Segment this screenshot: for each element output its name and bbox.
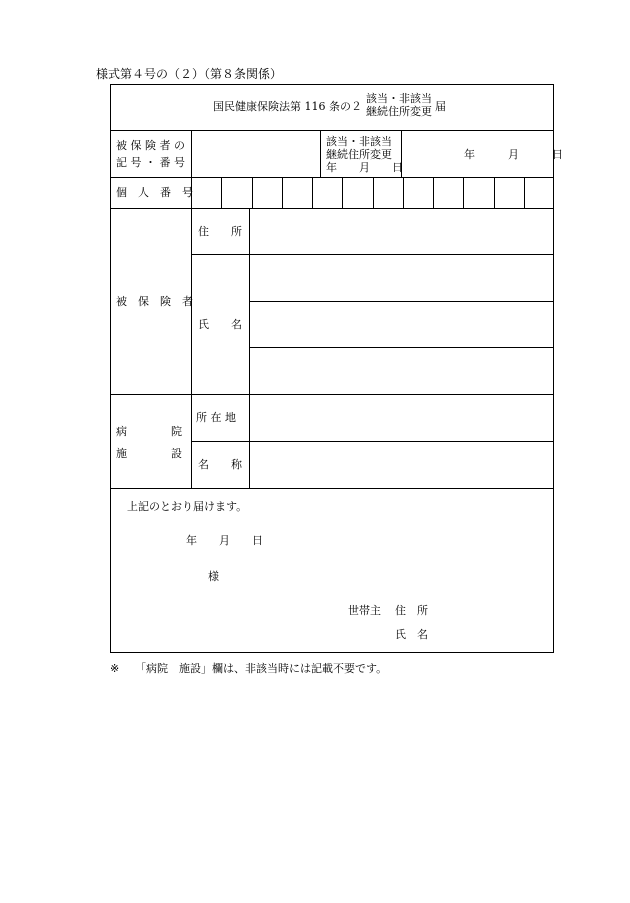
personal-number-digit[interactable] — [494, 177, 524, 208]
address-field[interactable] — [250, 209, 553, 254]
date-label-3: 年 月 日 — [326, 161, 403, 174]
personal-number-digit[interactable] — [282, 177, 312, 208]
personal-number-digit[interactable] — [433, 177, 463, 208]
date-label-1: 該当・非該当 — [326, 135, 392, 148]
col-divider — [320, 130, 321, 177]
col-divider — [191, 208, 192, 488]
insured-number-field[interactable] — [192, 131, 319, 176]
col-divider — [401, 130, 402, 177]
facility-name-field[interactable] — [250, 442, 553, 487]
addressee: 様 — [208, 570, 219, 583]
note-text: 「病院 施設」欄は、非該当時には記載不要です。 — [135, 662, 388, 675]
householder-label: 世帯主 — [348, 604, 381, 617]
personal-number-digit[interactable] — [191, 177, 221, 208]
name-field-3[interactable] — [250, 348, 553, 393]
name-label: 氏 名 — [198, 318, 242, 331]
insured-number-label-2: 記 号 ・ 番 号 — [116, 156, 185, 169]
insured-number-label-1: 被 保 険 者 の — [116, 139, 185, 152]
address-label: 住 所 — [198, 225, 242, 238]
form-title — [110, 84, 554, 130]
date-value[interactable]: 年 月 日 — [464, 148, 563, 161]
name-field-1[interactable] — [250, 255, 553, 300]
location-label: 所 在 地 — [196, 411, 236, 424]
row-divider — [110, 130, 554, 131]
personal-number-label: 個 人 番 号 — [116, 186, 193, 199]
personal-number-digit[interactable] — [312, 177, 342, 208]
date-label-2: 継続住所変更 — [326, 148, 392, 161]
note-mark: ※ — [110, 662, 120, 675]
name-field-2[interactable] — [250, 302, 553, 347]
insured-label: 被 保 険 者 — [116, 295, 193, 308]
title-suffix: 届 — [435, 100, 446, 113]
personal-number-digit[interactable] — [524, 177, 554, 208]
form-id: 様式第４号の（２）（第８条関係） — [96, 67, 283, 81]
householder-address-label: 住 所 — [395, 604, 428, 617]
personal-number-digit[interactable] — [221, 177, 251, 208]
title-stack-bottom: 継続住所変更 — [366, 105, 432, 118]
personal-number-digit[interactable] — [252, 177, 282, 208]
personal-number-digit[interactable] — [463, 177, 493, 208]
row-divider — [110, 488, 554, 489]
title-main: 国民健康保険法第 116 条の２ — [213, 100, 362, 113]
personal-number-digit[interactable] — [373, 177, 403, 208]
hospital-label-2: 施 設 — [116, 447, 182, 460]
declaration-statement: 上記のとおり届けます。 — [127, 500, 248, 513]
facility-name-label: 名 称 — [198, 458, 242, 471]
personal-number-digit[interactable] — [342, 177, 372, 208]
declaration-date[interactable]: 年 月 日 — [186, 534, 263, 547]
location-field[interactable] — [250, 395, 553, 440]
householder-name-label: 氏 名 — [395, 628, 428, 641]
hospital-label-1: 病 院 — [116, 425, 182, 438]
personal-number-digit[interactable] — [403, 177, 433, 208]
title-stack-top: 該当・非該当 — [366, 92, 432, 105]
